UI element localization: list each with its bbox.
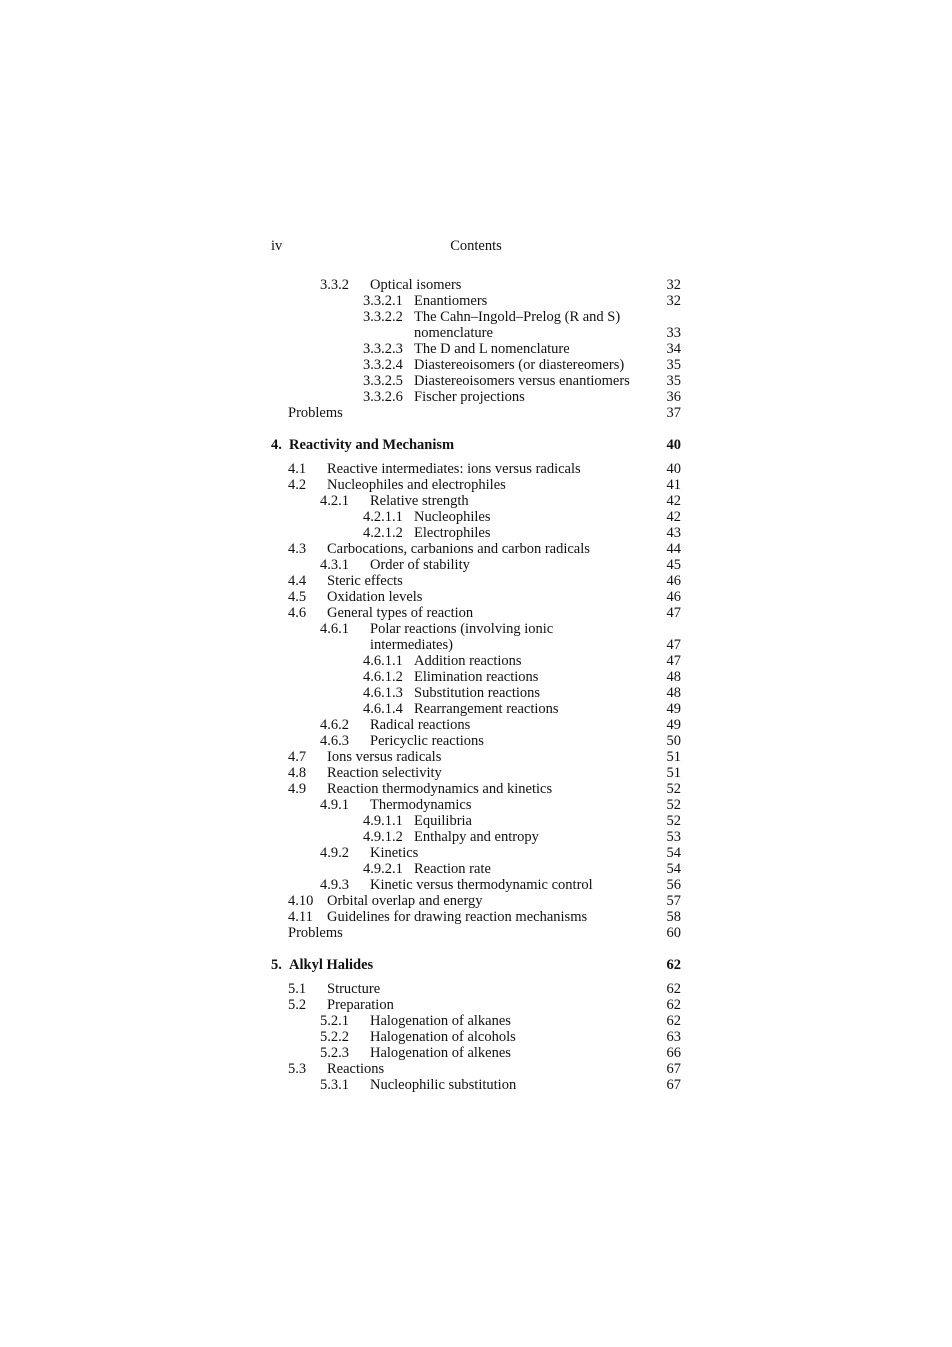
toc-entry[interactable] <box>271 637 681 653</box>
toc-entry-title: Thermodynamics <box>370 797 472 813</box>
toc-entry-number: 4.2.1.2 <box>363 525 403 541</box>
toc-entry[interactable] <box>271 1045 681 1061</box>
toc-entry-number: 5.2.3 <box>320 1045 349 1061</box>
toc-entry-number: 4.2.1.1 <box>363 509 403 525</box>
toc-entry-page: 32 <box>666 293 681 309</box>
toc-entry-number: 4.6.1.2 <box>363 669 403 685</box>
toc-entry-number: 4.9 <box>288 781 307 797</box>
toc-entry-title: Elimination reactions <box>414 669 539 685</box>
spacer <box>271 941 681 957</box>
toc-entry-title: Equilibria <box>414 813 472 829</box>
toc-entry-title: intermediates) <box>370 637 453 653</box>
toc-entry-page: 35 <box>666 357 681 373</box>
toc-entry-page: 54 <box>666 861 681 877</box>
toc-entry[interactable] <box>271 493 681 509</box>
toc-entry-title: Optical isomers <box>370 277 462 293</box>
toc-entry-number: 3.3.2.3 <box>363 341 403 357</box>
toc-entry-title: Addition reactions <box>414 653 522 669</box>
spacer <box>271 421 681 437</box>
toc-entry-page: 32 <box>666 277 681 293</box>
toc-entry-page: 48 <box>666 669 681 685</box>
toc-entry[interactable] <box>271 909 681 925</box>
table-of-contents <box>271 277 681 1093</box>
toc-entry[interactable] <box>271 621 681 637</box>
toc-entry-page: 40 <box>666 461 681 477</box>
toc-entry-title: Problems <box>288 405 343 421</box>
toc-entry-title: nomenclature <box>414 325 493 341</box>
toc-entry[interactable] <box>271 1029 681 1045</box>
toc-entry[interactable] <box>271 605 681 621</box>
toc-entry[interactable] <box>271 861 681 877</box>
toc-entry-number: 4.6.2 <box>320 717 349 733</box>
toc-entry-title: Electrophiles <box>414 525 491 541</box>
toc-entry-page: 49 <box>666 717 681 733</box>
toc-entry-title: Rearrangement reactions <box>414 701 559 717</box>
toc-entry-title: Reaction rate <box>414 861 491 877</box>
toc-entry-title: Steric effects <box>327 573 403 589</box>
toc-entry-number: 4. <box>271 437 282 453</box>
toc-chapter-entry[interactable] <box>271 437 681 453</box>
toc-entry-number: 4.6 <box>288 605 307 621</box>
toc-entry[interactable] <box>271 669 681 685</box>
toc-entry-number: 3.3.2.2 <box>363 309 403 325</box>
toc-entry-number: 4.6.3 <box>320 733 349 749</box>
toc-entry-number: 5.1 <box>288 981 307 997</box>
toc-entry[interactable] <box>271 749 681 765</box>
toc-entry-page: 60 <box>666 925 681 941</box>
toc-entry-number: 3.3.2.1 <box>363 293 403 309</box>
toc-entry-title: Halogenation of alcohols <box>370 1029 516 1045</box>
toc-entry-number: 4.9.1 <box>320 797 349 813</box>
toc-entry[interactable] <box>271 981 681 997</box>
running-title: Contents <box>450 238 502 254</box>
toc-entry-page: 48 <box>666 685 681 701</box>
toc-entry-title: Enthalpy and entropy <box>414 829 539 845</box>
toc-entry[interactable] <box>271 477 681 493</box>
toc-entry-page: 37 <box>666 405 681 421</box>
toc-entry-page: 52 <box>666 781 681 797</box>
toc-entry-title: Halogenation of alkanes <box>370 1013 511 1029</box>
toc-entry-page: 62 <box>666 981 681 997</box>
toc-entry-title: Reaction selectivity <box>327 765 442 781</box>
toc-entry-title: Reactivity and Mechanism <box>289 437 455 453</box>
toc-entry-title: Relative strength <box>370 493 469 509</box>
toc-entry-page: 42 <box>666 493 681 509</box>
spacer <box>271 973 681 981</box>
toc-entry-number: 4.1 <box>288 461 307 477</box>
toc-entry-number: 4.6.1.1 <box>363 653 403 669</box>
toc-entry-number: 5.2 <box>288 997 307 1013</box>
toc-entry-page: 66 <box>666 1045 681 1061</box>
toc-entry-number: 4.3 <box>288 541 307 557</box>
toc-entry[interactable] <box>271 653 681 669</box>
toc-entry-title: General types of reaction <box>327 605 474 621</box>
toc-entry-page: 46 <box>666 589 681 605</box>
toc-entry-title: Order of stability <box>370 557 470 573</box>
toc-entry-page: 52 <box>666 797 681 813</box>
toc-entry-number: 4.9.2.1 <box>363 861 403 877</box>
toc-entry[interactable] <box>271 813 681 829</box>
toc-entry-page: 62 <box>666 1013 681 1029</box>
toc-entry-page: 56 <box>666 877 681 893</box>
toc-entry-page: 53 <box>666 829 681 845</box>
toc-entry-page: 35 <box>666 373 681 389</box>
toc-entry-page: 57 <box>666 893 681 909</box>
toc-entry[interactable] <box>271 1013 681 1029</box>
toc-entry-title: Nucleophiles <box>414 509 491 525</box>
toc-entry-page: 51 <box>666 749 681 765</box>
toc-entry-title: The Cahn–Ingold–Prelog (R and S) <box>414 309 621 325</box>
toc-entry-title: Kinetics <box>370 845 419 861</box>
toc-entry-title: Carbocations, carbanions and carbon radicals <box>327 541 590 557</box>
page-number: iv <box>271 238 283 254</box>
toc-entry-page: 50 <box>666 733 681 749</box>
toc-entry[interactable] <box>271 373 681 389</box>
toc-entry[interactable] <box>271 877 681 893</box>
toc-entry-number: 4.6.1.4 <box>363 701 403 717</box>
toc-entry-page: 43 <box>666 525 681 541</box>
toc-entry-page: 47 <box>666 653 681 669</box>
toc-entry-title: Nucleophilic substitution <box>370 1077 517 1093</box>
toc-entry[interactable] <box>271 685 681 701</box>
toc-entry[interactable] <box>271 525 681 541</box>
toc-entry-page: 45 <box>666 557 681 573</box>
toc-entry-number: 5.2.1 <box>320 1013 349 1029</box>
toc-entry-page: 41 <box>666 477 681 493</box>
toc-entry-title: The D and L nomenclature <box>414 341 570 357</box>
toc-entry[interactable] <box>271 845 681 861</box>
toc-entry[interactable] <box>271 781 681 797</box>
toc-entry[interactable] <box>271 405 681 421</box>
toc-entry-title: Reactions <box>327 1061 385 1077</box>
toc-entry-number: 3.3.2 <box>320 277 349 293</box>
toc-entry-page: 42 <box>666 509 681 525</box>
toc-entry[interactable] <box>271 389 681 405</box>
toc-entry[interactable] <box>271 797 681 813</box>
toc-entry-title: Halogenation of alkenes <box>370 1045 511 1061</box>
toc-entry-title: Ions versus radicals <box>327 749 442 765</box>
toc-entry-number: 4.4 <box>288 573 307 589</box>
toc-entry-page: 58 <box>666 909 681 925</box>
toc-entry-number: 4.9.2 <box>320 845 349 861</box>
toc-entry-number: 3.3.2.6 <box>363 389 403 405</box>
toc-entry-title: Reaction thermodynamics and kinetics <box>327 781 553 797</box>
toc-entry-number: 4.6.1.3 <box>363 685 403 701</box>
toc-entry-page: 63 <box>666 1029 681 1045</box>
toc-entry-number: 5.3 <box>288 1061 307 1077</box>
toc-entry-number: 4.9.1.2 <box>363 829 403 845</box>
toc-entry[interactable] <box>271 997 681 1013</box>
toc-entry[interactable] <box>271 509 681 525</box>
page-header <box>271 238 681 256</box>
toc-entry[interactable] <box>271 765 681 781</box>
toc-entry[interactable] <box>271 557 681 573</box>
spacer <box>271 453 681 461</box>
toc-entry-title: Guidelines for drawing reaction mechanisms <box>327 909 588 925</box>
toc-entry-title: Structure <box>327 981 381 997</box>
toc-entry-page: 67 <box>666 1061 681 1077</box>
toc-entry-number: 3.3.2.5 <box>363 373 403 389</box>
toc-entry-title: Problems <box>288 925 343 941</box>
toc-entry[interactable] <box>271 1077 681 1093</box>
toc-entry[interactable] <box>271 357 681 373</box>
toc-entry-title: Alkyl Halides <box>289 957 374 973</box>
toc-entry-number: 4.7 <box>288 749 307 765</box>
toc-entry-title: Diastereoisomers versus enantiomers <box>414 373 630 389</box>
toc-entry-number: 4.2.1 <box>320 493 349 509</box>
toc-entry[interactable] <box>271 541 681 557</box>
toc-entry-title: Polar reactions (involving ionic <box>370 621 554 637</box>
toc-entry-number: 4.2 <box>288 477 307 493</box>
toc-entry-title: Diastereoisomers (or diastereomers) <box>414 357 625 373</box>
toc-entry-number: 5.2.2 <box>320 1029 349 1045</box>
toc-entry-title: Enantiomers <box>414 293 488 309</box>
toc-entry-number: 5.3.1 <box>320 1077 349 1093</box>
toc-entry[interactable] <box>271 829 681 845</box>
toc-entry[interactable] <box>271 893 681 909</box>
toc-entry-number: 4.6.1 <box>320 621 349 637</box>
toc-entry-title: Radical reactions <box>370 717 471 733</box>
toc-entry[interactable] <box>271 461 681 477</box>
toc-entry-page: 34 <box>666 341 681 357</box>
toc-entry-number: 4.9.1.1 <box>363 813 403 829</box>
toc-entry-title: Substitution reactions <box>414 685 541 701</box>
toc-entry-page: 52 <box>666 813 681 829</box>
toc-entry[interactable] <box>271 325 681 341</box>
toc-entry[interactable] <box>271 309 681 325</box>
toc-entry-title: Nucleophiles and electrophiles <box>327 477 506 493</box>
toc-entry-page: 47 <box>666 605 681 621</box>
toc-entry-number: 5. <box>271 957 282 973</box>
toc-entry-page: 36 <box>666 389 681 405</box>
toc-entry-number: 4.8 <box>288 765 307 781</box>
toc-entry-page: 44 <box>666 541 681 557</box>
toc-entry[interactable] <box>271 1061 681 1077</box>
toc-entry[interactable] <box>271 341 681 357</box>
toc-entry[interactable] <box>271 277 681 293</box>
toc-entry-number: 4.10 <box>288 893 314 909</box>
toc-entry-page: 67 <box>666 1077 681 1093</box>
toc-entry-page: 47 <box>666 637 681 653</box>
toc-entry-number: 4.3.1 <box>320 557 349 573</box>
toc-entry-page: 62 <box>666 957 681 973</box>
toc-entry-page: 40 <box>666 437 681 453</box>
toc-entry[interactable] <box>271 925 681 941</box>
toc-entry-page: 51 <box>666 765 681 781</box>
toc-entry-title: Reactive intermediates: ions versus radicals <box>327 461 581 477</box>
toc-entry-title: Pericyclic reactions <box>370 733 484 749</box>
toc-entry-number: 4.5 <box>288 589 307 605</box>
toc-entry-number: 3.3.2.4 <box>363 357 403 373</box>
toc-entry[interactable] <box>271 293 681 309</box>
toc-entry-page: 33 <box>666 325 681 341</box>
toc-entry-page: 54 <box>666 845 681 861</box>
toc-entry[interactable] <box>271 717 681 733</box>
toc-entry[interactable] <box>271 573 681 589</box>
toc-entry[interactable] <box>271 589 681 605</box>
toc-entry[interactable] <box>271 733 681 749</box>
toc-entry[interactable] <box>271 701 681 717</box>
toc-entry-title: Fischer projections <box>414 389 525 405</box>
toc-entry-page: 62 <box>666 997 681 1013</box>
toc-entry-page: 46 <box>666 573 681 589</box>
toc-entry-title: Orbital overlap and energy <box>327 893 483 909</box>
toc-entry-number: 4.11 <box>288 909 313 925</box>
toc-entry-page: 49 <box>666 701 681 717</box>
toc-entry-title: Oxidation levels <box>327 589 423 605</box>
toc-entry-title: Preparation <box>327 997 394 1013</box>
toc-entry-title: Kinetic versus thermodynamic control <box>370 877 593 893</box>
toc-chapter-entry[interactable] <box>271 957 681 973</box>
toc-entry-number: 4.9.3 <box>320 877 349 893</box>
